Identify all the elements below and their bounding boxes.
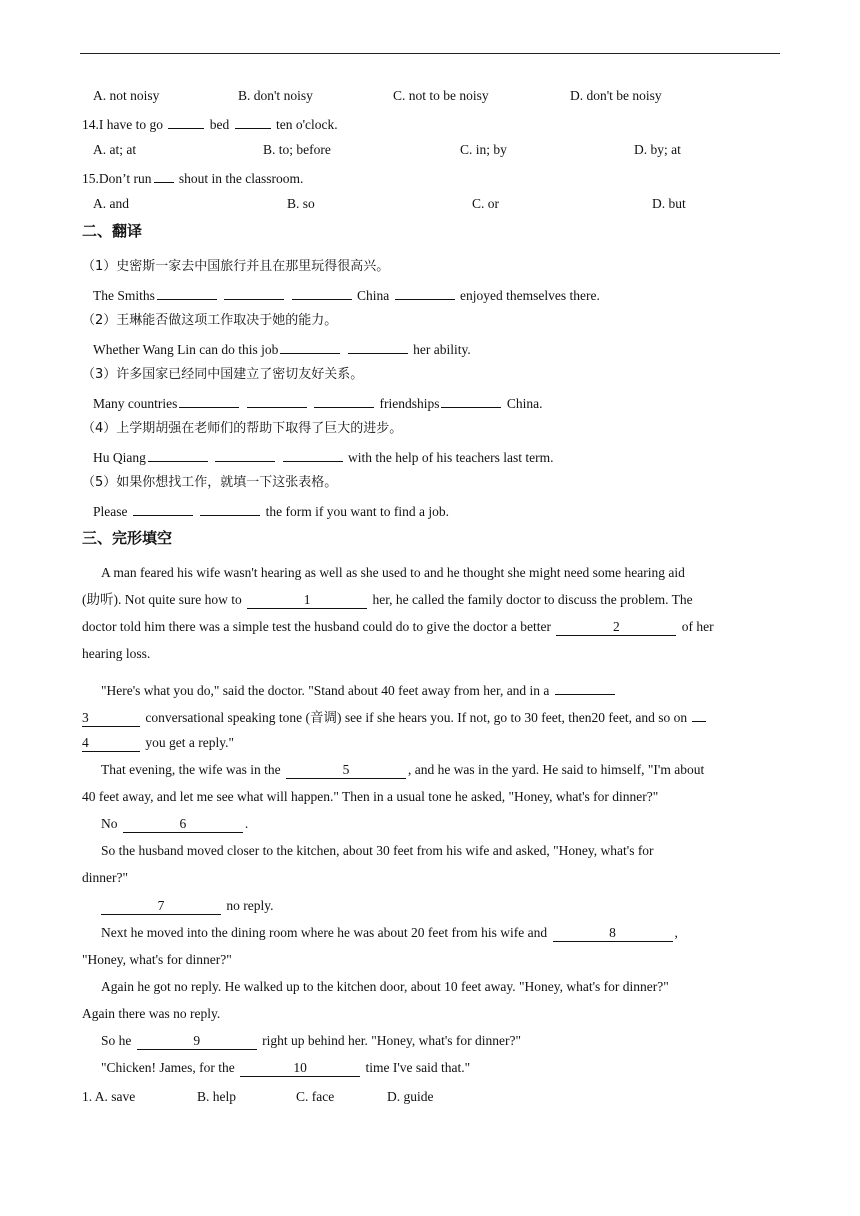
- cloze-p3-line1: That evening, the wife was in the 5 , and he was in the yard. He said to himself, "I'm about: [101, 762, 705, 777]
- cloze-p1-line1: A man feared his wife wasn't hearing as well as she used to and he thought she might need some hearing aid: [101, 565, 685, 580]
- cloze-blank-6[interactable]: 6: [123, 816, 243, 833]
- header-rule: [80, 53, 780, 54]
- translation-3-blank-3[interactable]: [314, 393, 374, 408]
- q14-option-d[interactable]: D. by; at: [634, 142, 681, 157]
- cloze-p10: "Chicken! James, for the 10 time I've said that.": [101, 1060, 471, 1075]
- translation-2-blank-2[interactable]: [348, 339, 408, 354]
- translation-3-english: Many countries friendships China.: [93, 393, 542, 413]
- translation-2-english: Whether Wang Lin can do this job her ability.: [93, 339, 471, 359]
- translation-4-blank-1[interactable]: [148, 447, 208, 462]
- translation-2-blank-1[interactable]: [280, 339, 340, 354]
- translation-3-chinese: （3）许多国家已经同中国建立了密切友好关系。: [82, 367, 364, 382]
- cloze-p1-line2: (助听). Not quite sure how to 1 her, he called the family doctor to discuss the problem. The: [82, 592, 693, 607]
- cloze-p2-line3: 4 you get a reply.": [82, 735, 234, 750]
- cloze-p7-line1: Next he moved into the dining room where he was about 20 feet from his wife and 8 ,: [101, 925, 678, 940]
- cloze-p5-line2: dinner?": [82, 870, 128, 885]
- q13-option-b[interactable]: B. don't noisy: [238, 88, 313, 103]
- cloze-blank-3-lead: [555, 680, 615, 695]
- q15-option-c[interactable]: C. or: [472, 196, 499, 211]
- cloze-p1-line4: hearing loss.: [82, 646, 151, 661]
- translation-1-blank-4[interactable]: [395, 285, 455, 300]
- cloze-q1-option-a[interactable]: 1. A. save: [82, 1089, 136, 1104]
- translation-5-blank-2[interactable]: [200, 501, 260, 516]
- cloze-p8-line2: Again there was no reply.: [82, 1006, 221, 1021]
- cloze-p1-line3: doctor told him there was a simple test the husband could do to give the doctor a better 2 of her: [82, 619, 714, 634]
- cloze-q1-option-d[interactable]: D. guide: [387, 1089, 434, 1104]
- translation-1-blank-3[interactable]: [292, 285, 352, 300]
- cloze-q1-option-b[interactable]: B. help: [197, 1089, 236, 1104]
- q13-option-c[interactable]: C. not to be noisy: [393, 88, 489, 103]
- cloze-blank-3[interactable]: 3: [82, 710, 140, 727]
- cloze-blank-8[interactable]: 8: [553, 925, 673, 942]
- q14-option-a[interactable]: A. at; at: [93, 142, 137, 157]
- q14-option-b[interactable]: B. to; before: [263, 142, 331, 157]
- translation-4-blank-2[interactable]: [215, 447, 275, 462]
- translation-3-blank-2[interactable]: [247, 393, 307, 408]
- q15-blank[interactable]: [154, 168, 174, 183]
- cloze-p9: So he 9 right up behind her. "Honey, what's for dinner?": [101, 1033, 522, 1048]
- cloze-blank-2[interactable]: 2: [556, 619, 676, 636]
- q14-option-c[interactable]: C. in; by: [460, 142, 507, 157]
- translation-5-chinese: （5）如果你想找工作，就填一下这张表格。: [82, 475, 338, 490]
- translation-1-blank-2[interactable]: [224, 285, 284, 300]
- q14-stem: 14.I have to go bed ten o'clock.: [82, 114, 338, 134]
- cloze-blank-9[interactable]: 9: [137, 1033, 257, 1050]
- cloze-blank-10[interactable]: 10: [240, 1060, 360, 1077]
- cloze-p4: No 6 .: [101, 816, 249, 831]
- translation-5-english: Please the form if you want to find a job.: [93, 501, 449, 521]
- q15-option-d[interactable]: D. but: [652, 196, 686, 211]
- cloze-p5-line1: So the husband moved closer to the kitchen, about 30 feet from his wife and asked, "Honey, what's for: [101, 843, 654, 858]
- cloze-p7-line2: "Honey, what's for dinner?": [82, 952, 232, 967]
- cloze-p2-line1: "Here's what you do," said the doctor. "Stand about 40 feet away from her, and in a: [101, 680, 617, 700]
- q15-stem: 15.Don’t run shout in the classroom.: [82, 168, 303, 188]
- translation-1-blank-1[interactable]: [157, 285, 217, 300]
- q13-option-d[interactable]: D. don't be noisy: [570, 88, 662, 103]
- q13-option-a[interactable]: A. not noisy: [93, 88, 160, 103]
- translation-4-chinese: （4）上学期胡强在老师们的帮助下取得了巨大的进步。: [82, 421, 403, 436]
- cloze-p6: 7 no reply.: [101, 897, 274, 915]
- cloze-p3-line2: 40 feet away, and let me see what will happen." Then in a usual tone he asked, "Honey, what's for dinner?": [82, 789, 659, 804]
- translation-1-chinese: （1）史密斯一家去中国旅行并且在那里玩得很高兴。: [82, 259, 390, 274]
- cloze-blank-4-lead: [692, 707, 706, 722]
- cloze-blank-5[interactable]: 5: [286, 762, 406, 779]
- cloze-q1-option-c[interactable]: C. face: [296, 1089, 335, 1104]
- cloze-p8-line1: Again he got no reply. He walked up to the kitchen door, about 10 feet away. "Honey, what's for dinner?": [101, 979, 669, 994]
- q15-option-a[interactable]: A. and: [93, 196, 129, 211]
- q14-blank-2[interactable]: [235, 114, 271, 129]
- translation-3-blank-1[interactable]: [179, 393, 239, 408]
- cloze-p2-line2: 3 conversational speaking tone (音调) see if she hears you. If not, go to 30 feet, then20 feet, and so on: [82, 707, 708, 727]
- translation-3-blank-4[interactable]: [441, 393, 501, 408]
- translation-5-blank-1[interactable]: [133, 501, 193, 516]
- cloze-blank-1[interactable]: 1: [247, 592, 367, 609]
- q15-option-b[interactable]: B. so: [287, 196, 315, 211]
- translation-2-chinese: （2）王琳能否做这项工作取决于她的能力。: [82, 313, 338, 328]
- cloze-blank-4[interactable]: 4: [82, 735, 140, 752]
- translation-4-blank-3[interactable]: [283, 447, 343, 462]
- translation-1-english: The Smiths China enjoyed themselves there.: [93, 285, 600, 305]
- translation-4-english: Hu Qiang with the help of his teachers last term.: [93, 447, 553, 467]
- cloze-blank-7[interactable]: 7: [101, 898, 221, 915]
- section-2-heading: 二、翻译: [82, 222, 143, 240]
- q14-blank-1[interactable]: [168, 114, 204, 129]
- section-3-heading: 三、完形填空: [82, 529, 173, 547]
